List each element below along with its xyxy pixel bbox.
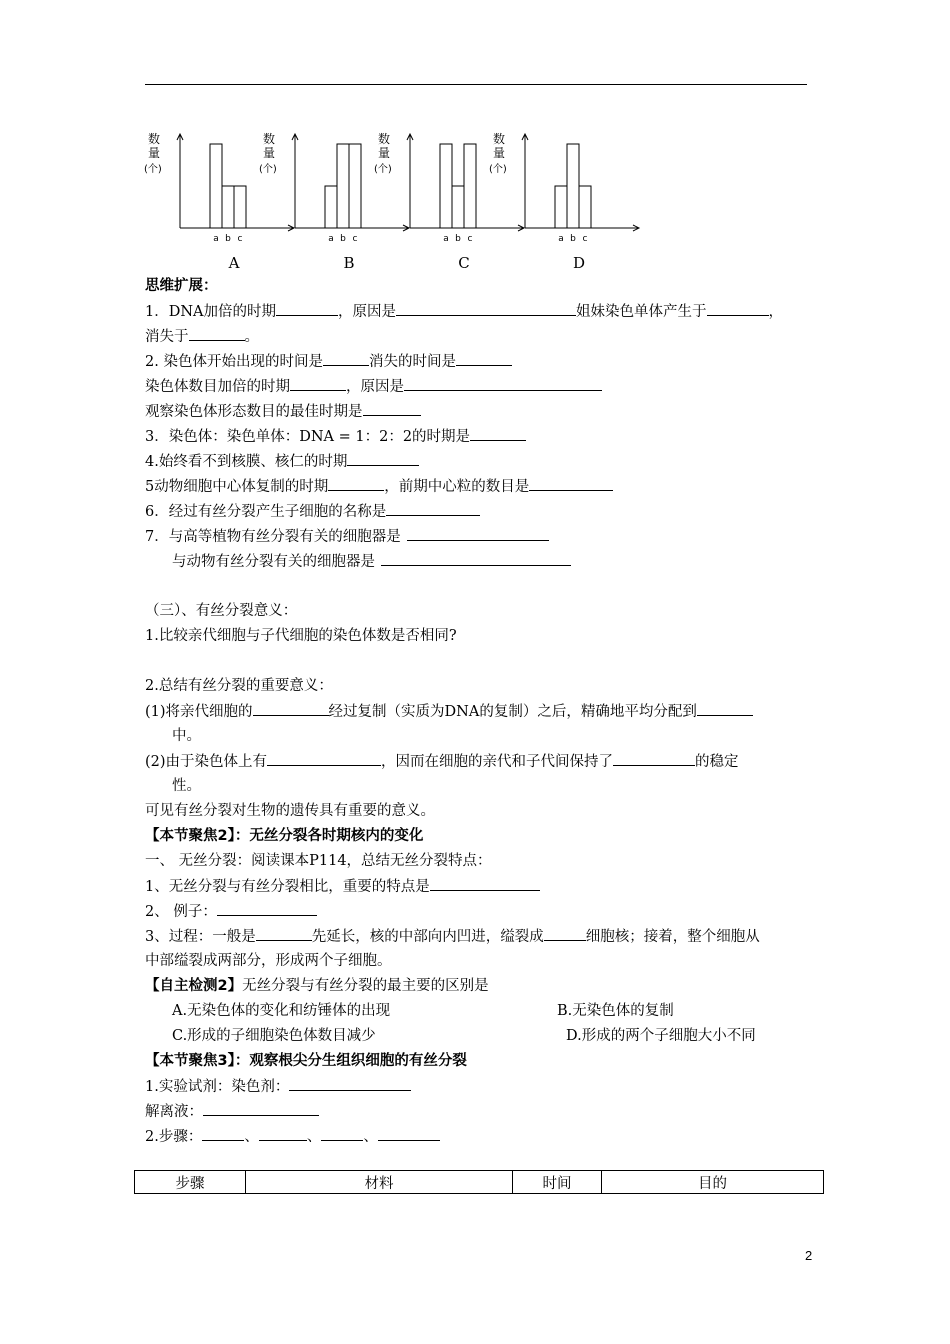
q1-b: ，原因是 <box>338 304 397 320</box>
bar-c <box>464 144 476 228</box>
blank[interactable] <box>386 501 480 516</box>
tick-label-c: c <box>352 234 358 244</box>
blank[interactable] <box>202 1126 244 1141</box>
y-label-1: 数 <box>148 132 161 146</box>
e1-line <box>145 1076 411 1097</box>
sep: 、 <box>244 1129 259 1145</box>
section-3: （三）、有丝分裂意义： <box>145 603 298 619</box>
m2-1-b: 经过复制（实质为DNA的复制）之后，精确地平均分配到 <box>328 704 697 720</box>
q3-line <box>145 426 526 447</box>
a4-c: 细胞核；接着，整个细胞从 <box>585 929 760 945</box>
option-d[interactable]: D.形成的两个子细胞大小不同 <box>566 1028 756 1044</box>
th-purpose: 目的 <box>602 1171 824 1194</box>
q7-line1 <box>145 526 549 547</box>
q1-f: 。 <box>244 329 259 345</box>
blank[interactable] <box>544 926 586 941</box>
a4-a: 3、过程：一般是 <box>145 929 256 945</box>
chart-caption: A <box>228 254 240 272</box>
bar-a <box>440 144 452 228</box>
blank[interactable] <box>381 551 571 566</box>
check-2-text: 无丝分裂与有丝分裂的最主要的区别是 <box>242 978 489 994</box>
m2-1-c: 中。 <box>172 728 201 744</box>
blank[interactable] <box>613 751 695 766</box>
sep: 、 <box>363 1129 378 1145</box>
e3: 2.步骤： <box>145 1129 203 1145</box>
blank[interactable] <box>267 751 381 766</box>
q2-b: 消失的时间是 <box>368 354 456 370</box>
q6-line <box>145 501 480 522</box>
th-material: 材料 <box>246 1171 513 1194</box>
y-label-1: 数 <box>378 132 391 146</box>
tick-label-c: c <box>467 234 473 244</box>
a2: 1、无丝分裂与有丝分裂相比，重要的特点是 <box>145 879 430 895</box>
focus-3: 【本节聚焦3】：观察根尖分生组织细胞的有丝分裂 <box>145 1053 467 1069</box>
blank[interactable] <box>290 376 346 391</box>
blank[interactable] <box>253 701 329 716</box>
m2-1-line <box>145 701 753 722</box>
a1: 一、 无丝分裂：阅读课本P114，总结无丝分裂特点： <box>145 853 492 869</box>
y-label-2: 量 <box>493 146 506 160</box>
blank[interactable] <box>378 1126 440 1141</box>
bar-b <box>452 186 464 228</box>
blank[interactable] <box>203 1101 319 1116</box>
heading-think: 思维扩展： <box>145 278 218 294</box>
m1: 1.比较亲代细胞与子代细胞的染色体数是否相同? <box>145 628 457 644</box>
q1-a: 1．DNA加倍的时期 <box>145 304 277 320</box>
check-2-line <box>145 976 489 996</box>
e3-line <box>145 1126 440 1147</box>
q5-line <box>145 476 613 497</box>
blank[interactable] <box>404 376 602 391</box>
chart-d <box>487 128 637 273</box>
bar-b <box>567 144 579 228</box>
q1-c: 姐妹染色单体产生于 <box>576 304 707 320</box>
th-step: 步骤 <box>135 1171 246 1194</box>
q2-a: 2. 染色体开始出现的时间是 <box>145 354 323 370</box>
m2-2-line <box>145 751 739 772</box>
e2-line <box>145 1101 319 1122</box>
q2-d: ，原因是 <box>346 379 404 395</box>
chart-caption: D <box>572 254 586 272</box>
bar-b <box>222 186 234 228</box>
bar-a <box>325 186 337 228</box>
m2-1-a: (1)将亲代细胞的 <box>145 704 253 720</box>
tick-label-c: c <box>582 234 588 244</box>
bar-c <box>234 186 246 228</box>
steps-table <box>134 1170 824 1194</box>
y-label-2: 量 <box>263 146 276 160</box>
chart-caption: B <box>343 254 355 272</box>
m2-2-c: 的稳定 <box>695 754 739 770</box>
blank[interactable] <box>217 901 317 916</box>
blank[interactable] <box>189 326 245 341</box>
q5-a: 5动物细胞中心体复制的时期 <box>145 479 329 495</box>
q7-line2 <box>172 551 571 572</box>
blank[interactable] <box>347 451 419 466</box>
blank[interactable] <box>363 401 421 416</box>
a4-b: 先延长，核的中部向内凹进，缢裂成 <box>311 929 544 945</box>
chart-d-svg <box>487 128 637 273</box>
y-label-unit: (个) <box>259 164 277 175</box>
m2-2-b: ，因而在细胞的亲代和子代间保持了 <box>381 754 614 770</box>
blank[interactable] <box>430 876 540 891</box>
sep: 、 <box>306 1129 322 1145</box>
q2-line3 <box>145 401 421 422</box>
option-b[interactable]: B.无染色体的复制 <box>557 1003 674 1019</box>
q4: 4.始终看不到核膜、核仁的时期 <box>145 454 348 470</box>
a2-line <box>145 876 540 897</box>
option-a[interactable]: A.无染色体的变化和纺锤体的出现 <box>172 1003 391 1019</box>
blank[interactable] <box>396 301 576 316</box>
tick-label-b: b <box>570 234 576 244</box>
q1-line2 <box>145 326 259 347</box>
tick-label-a: a <box>558 234 564 244</box>
q1-e: 消失于 <box>145 329 189 345</box>
y-label-1: 数 <box>263 132 276 146</box>
a4-d: 中部缢裂成两部分，形成两个子细胞。 <box>145 953 392 969</box>
bar-c <box>349 144 361 228</box>
y-label-unit: (个) <box>144 164 162 175</box>
q2-e: 观察染色体形态数目的最佳时期是 <box>145 404 363 420</box>
y-label-unit: (个) <box>374 164 392 175</box>
m2: 2.总结有丝分裂的重要意义： <box>145 678 333 694</box>
tick-label-b: b <box>225 234 231 244</box>
y-label-2: 量 <box>378 146 391 160</box>
q1-d: ， <box>768 304 784 320</box>
tick-label-b: b <box>340 234 346 244</box>
y-label-unit: (个) <box>489 164 507 175</box>
blank[interactable] <box>259 1126 307 1141</box>
tick-label-a: a <box>213 234 219 244</box>
m2-2-d: 性。 <box>172 778 201 794</box>
q1-line1 <box>145 301 783 322</box>
blank[interactable] <box>276 301 338 316</box>
q6: 6．经过有丝分裂产生子细胞的名称是 <box>145 504 387 520</box>
q5-b: ，前期中心粒的数目是 <box>384 479 530 495</box>
blank[interactable] <box>323 351 369 366</box>
q4-line <box>145 451 419 472</box>
focus-2: 【本节聚焦2】：无丝分裂各时期核内的变化 <box>145 828 424 844</box>
bar-a <box>555 186 567 228</box>
q2-line2 <box>145 376 602 397</box>
table-header-row <box>135 1171 824 1194</box>
option-c[interactable]: C.形成的子细胞染色体数目减少 <box>172 1028 376 1044</box>
chart-caption: C <box>458 254 470 272</box>
e2: 解离液： <box>145 1104 203 1120</box>
m2-2-a: (2)由于染色体上有 <box>145 754 268 770</box>
bar-b <box>337 144 349 228</box>
header-rule <box>145 84 807 85</box>
e1: 1.实验试剂：染色剂： <box>145 1079 290 1095</box>
q7-b: 与动物有丝分裂有关的细胞器是 <box>172 554 375 570</box>
blank[interactable] <box>407 526 549 541</box>
th-time: 时间 <box>513 1171 602 1194</box>
y-label-2: 量 <box>148 146 161 160</box>
y-label-1: 数 <box>493 132 506 146</box>
tick-label-a: a <box>443 234 449 244</box>
tick-label-a: a <box>328 234 334 244</box>
q2-line1 <box>145 351 512 372</box>
page-number: 2 <box>805 1248 813 1263</box>
tick-label-b: b <box>455 234 461 244</box>
blank[interactable] <box>456 351 512 366</box>
check-2-tag: 【自主检测2】 <box>145 978 243 994</box>
q2-c: 染色体数目加倍的时期 <box>145 379 290 395</box>
q3: 3．染色体：染色单体：DNA = 1：2：2的时期是 <box>145 429 471 445</box>
blank[interactable] <box>289 1076 411 1091</box>
a3-line <box>145 901 317 922</box>
blank[interactable] <box>328 476 384 491</box>
blank[interactable] <box>256 926 312 941</box>
blank[interactable] <box>321 1126 363 1141</box>
q7-a: 7．与高等植物有丝分裂有关的细胞器是 <box>145 529 401 545</box>
blank[interactable] <box>697 701 753 716</box>
tick-label-c: c <box>237 234 243 244</box>
bar-c <box>579 186 591 228</box>
bar-a <box>210 144 222 228</box>
a3: 2、 例子： <box>145 904 217 920</box>
m3: 可见有丝分裂对生物的遗传具有重要的意义。 <box>145 803 435 819</box>
blank[interactable] <box>470 426 526 441</box>
blank[interactable] <box>707 301 769 316</box>
blank[interactable] <box>529 476 613 491</box>
a4-line <box>145 926 760 947</box>
